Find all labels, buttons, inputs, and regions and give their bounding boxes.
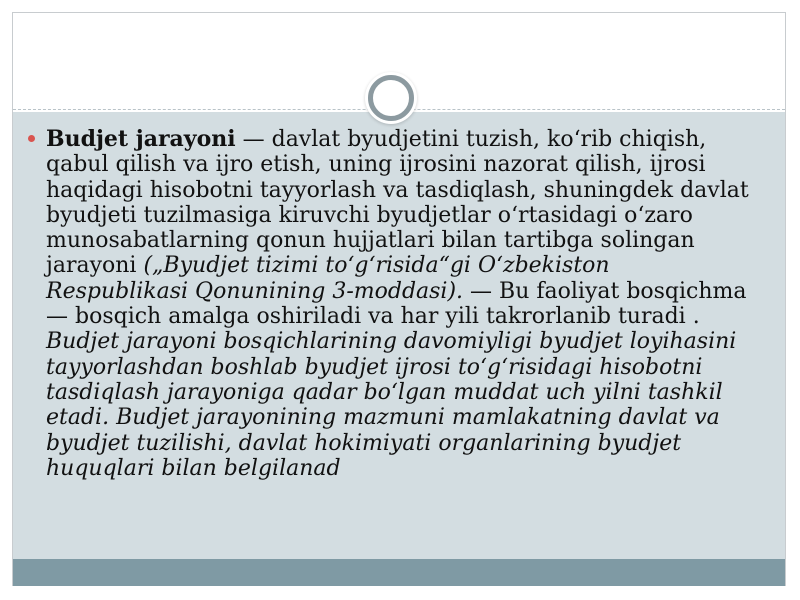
ring-ornament-icon <box>368 75 414 121</box>
statement-text: — Bu faoliyat bosqichma — bosqich amalga oshiriladi va har yili takrorlanib turadi . <box>46 278 747 330</box>
term: Budjet jarayoni <box>46 126 236 152</box>
citation-text: („Byudjet tizimi to‘g‘risida“gi O‘zbekiston Respublikasi Qonunining 3-moddasi). <box>46 253 610 304</box>
closing-text: Budjet jarayoni bosqichlarining davomiyligi byudjet loyihasini tayyorlashdan boshlab byudjet ijrosi to‘g‘risidagi hisobotni tasdiqlash jarayoniga qadar bo‘lgan muddat uch yilni tashkil etadi. Budjet jarayonining mazmuni mamlakatning davlat va byudjet tuzilishi, davlat hokimiyati organlarining byudjet huquqlari bilan belgilanad <box>46 329 737 481</box>
bullet-dot-icon <box>28 135 35 142</box>
footer-band <box>13 559 785 586</box>
bullet-paragraph <box>46 127 756 481</box>
definition-text: — davlat byudjetini tuzish, ko‘rib chiqish, qabul qilish va ijro etish, uning ijrosini nazorat qilish, ijrosi haqidagi hisobotni tayyorlash va tasdiqlash, shuningdek davlat byudjeti tuzilmasiga kiruvchi byudjetlar o‘rtasidagi o‘zaro munosabatlarning qonun hujjatlari bilan tartibga solingan jarayoni <box>46 127 749 279</box>
